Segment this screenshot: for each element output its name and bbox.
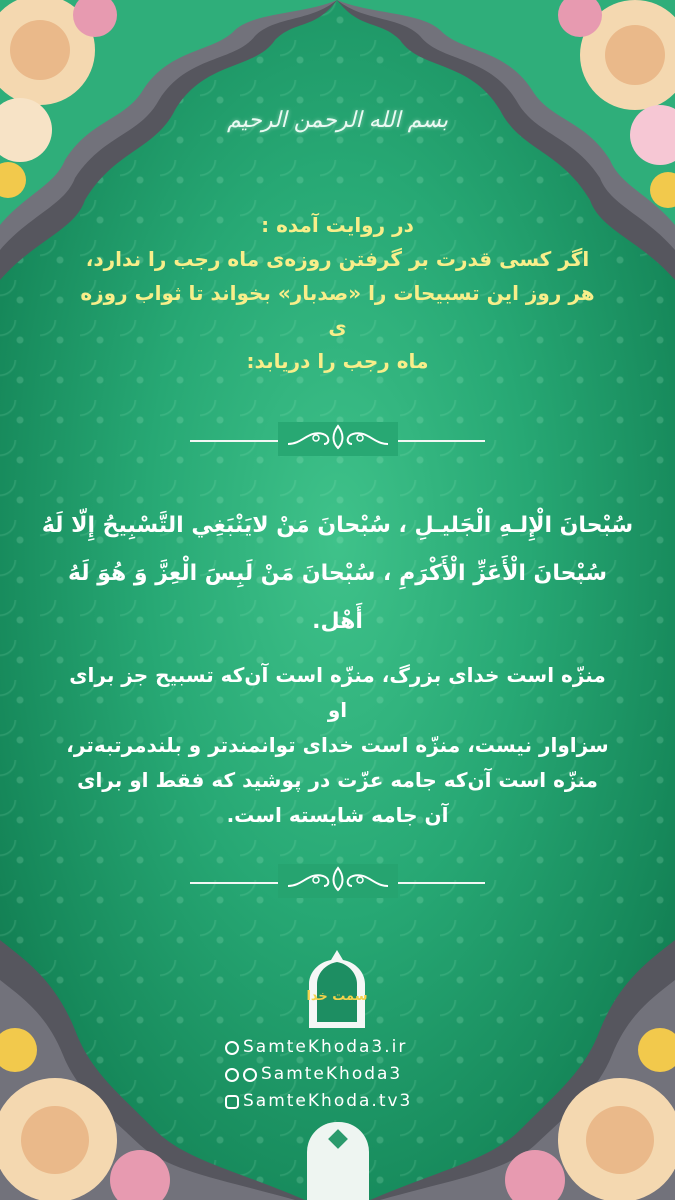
arch-door-ornament <box>307 1122 369 1200</box>
translation-line: منزّه است خدای بزرگ، منزّه است آن‌که تسبیح جز برای او <box>69 663 606 722</box>
instagram-text: SamteKhoda.tv3 <box>243 1091 413 1111</box>
tasbih-prayer <box>40 502 635 646</box>
flourish-icon <box>278 422 398 456</box>
bismillah-calligraphy: بسم الله الرحمن الرحیم <box>226 108 449 133</box>
translation-line: سزاوار نیست، منزّه است خدای توانمندتر و بلندمرتبه‌تر، <box>66 733 609 757</box>
translation-line: منزّه است آن‌که جامه عزّت در پوشید که فقط او برای <box>77 768 598 792</box>
prayer-line: سُبْحانَ الْأَعَزِّ الْأَكْرَمِ ، سُبْحانَ مَنْ لَبِسَ الْعِزَّ وَ هُوَ لَهُ أَهْل. <box>67 561 608 634</box>
globe-icon <box>225 1041 239 1055</box>
social-links <box>225 1034 412 1115</box>
ornamental-divider-top <box>190 418 485 458</box>
intro-text <box>70 208 605 378</box>
telegram-icon <box>243 1068 257 1082</box>
website-link[interactable] <box>225 1034 412 1061</box>
ornamental-divider-bottom <box>190 860 485 900</box>
prayer-translation <box>60 658 615 833</box>
flourish-icon <box>278 864 398 898</box>
messenger-link[interactable] <box>225 1061 412 1088</box>
messenger-text: SamteKhoda3 <box>261 1064 403 1084</box>
intro-line: اگر کسی قدرت بر گرفتن روزه‌ی ماه رجب را ندارد، <box>85 247 590 271</box>
eitaa-icon <box>225 1068 239 1082</box>
prayer-line: سُبْحانَ الْإِلـهِ الْجَليـلِ ، سُبْحانَ مَنْ لايَنْبَغِي التَّسْبِيحُ إِلّا لَهُ <box>41 513 634 538</box>
samte-khoda-logo <box>303 948 371 1030</box>
logo-text: سمت خدا <box>306 989 368 1004</box>
instagram-icon <box>225 1095 239 1109</box>
intro-line: هر روز این تسبیحات را «صدبار» بخواند تا ثواب روزه ی <box>80 281 595 339</box>
instagram-link[interactable] <box>225 1088 412 1115</box>
intro-line: در روایت آمده : <box>261 213 414 237</box>
intro-line: ماه رجب را دریابد: <box>246 349 429 373</box>
website-text: SamteKhoda3.ir <box>243 1037 408 1057</box>
translation-line: آن جامه شایسته است. <box>226 803 449 827</box>
